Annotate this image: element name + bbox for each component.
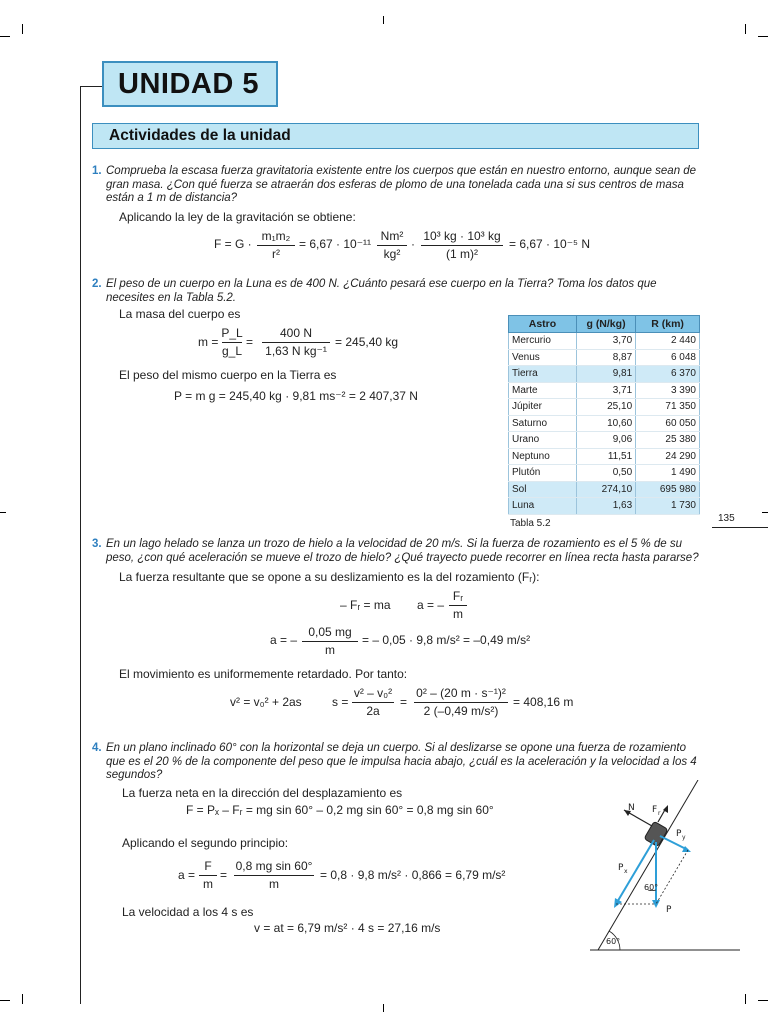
answer-text: La fuerza resultante que se opone a su deslizamiento es la del rozamiento (Fᵣ): — [119, 570, 540, 584]
px-label: P — [618, 863, 624, 873]
py-label: P — [676, 829, 682, 839]
equation-part: = 6,67 · 10⁻⁵ N — [509, 237, 591, 251]
equation-part: a = – — [270, 633, 298, 647]
cell-r: 1 490 — [636, 465, 700, 482]
crop-mark — [383, 16, 384, 24]
table-row — [509, 448, 700, 465]
equation-part: s = — [332, 695, 349, 709]
fraction-numerator: Nm² — [380, 229, 404, 243]
cell-r: 1 730 — [636, 498, 700, 515]
question-text: El peso de un cuerpo en la Luna es de 400 N. ¿Cuánto pesará ese cuerpo en la Tierra? Toma los datos que necesites en la Tabla 5.2. — [106, 278, 657, 304]
cell-astro: Mercurio — [509, 333, 577, 350]
py-label-sub: y — [682, 834, 686, 841]
cell-r: 60 050 — [636, 415, 700, 432]
crop-mark — [22, 994, 23, 1004]
table-row — [509, 481, 700, 498]
table-row — [509, 465, 700, 482]
equation: F = Pₓ – Fᵣ = mg sin 60° – 0,2 mg sin 60° = 0,8 mg sin 60° — [186, 803, 494, 817]
fraction-numerator: m₁m₂ — [261, 229, 291, 243]
cell-astro: Venus — [509, 349, 577, 366]
fraction-line — [262, 342, 330, 343]
equation: P = m g = 245,40 kg · 9,81 ms⁻² = 2 407,37 N — [174, 389, 418, 403]
fraction-line — [199, 875, 217, 876]
component-guide — [656, 850, 688, 904]
cell-g: 8,87 — [576, 349, 635, 366]
base-angle-label: 60° — [606, 937, 621, 946]
equation-part: a = — [178, 868, 196, 882]
crop-mark — [0, 512, 6, 513]
equation-part: · — [411, 237, 415, 251]
cell-g: 11,51 — [576, 448, 635, 465]
inner-angle-label: 60° — [644, 883, 659, 892]
page-number-rule — [712, 527, 768, 528]
fraction-line — [414, 702, 508, 703]
weight-label: P — [666, 905, 672, 915]
table-row — [509, 349, 700, 366]
equation-part: = — [220, 868, 228, 882]
column-header: Astro — [509, 316, 577, 333]
friction-label-sub: r — [658, 810, 661, 817]
fraction-denominator: m — [269, 877, 279, 891]
cell-astro: Urano — [509, 432, 577, 449]
page-number: 135 — [718, 513, 735, 524]
fraction-denominator: (1 m)² — [446, 247, 478, 261]
fraction-denominator: r² — [272, 247, 280, 261]
crop-mark — [22, 24, 23, 34]
crop-mark — [762, 512, 768, 513]
incline-surface — [598, 780, 698, 950]
cell-astro: Luna — [509, 498, 577, 515]
normal-label: N — [628, 803, 635, 813]
fraction-numerator: 0,05 mg — [308, 625, 352, 639]
fraction-denominator: kg² — [383, 247, 401, 261]
table-row — [509, 432, 700, 449]
equation-part: = 245,40 kg — [335, 335, 399, 349]
cell-astro: Plutón — [509, 465, 577, 482]
fraction-denominator: 2a — [366, 704, 380, 718]
fraction-line — [352, 702, 394, 703]
answer-text: La fuerza neta en la dirección del desplazamiento es — [122, 786, 403, 800]
equation-part: a = – — [417, 598, 445, 612]
equation: v = at = 6,79 m/s² · 4 s = 27,16 m/s — [254, 921, 441, 935]
question-text: En un plano inclinado 60° con la horizontal se deja un cuerpo. Si al deslizarse se opone una fuerza de rozamiento que es el 20 % de la componente del peso que le impulsa hacia abajo, ¿cuál es la aceleración y la velocidad a los 4 segundos? — [106, 742, 697, 782]
answer-text: El movimiento es uniformemente retardado. Por tanto: — [119, 667, 408, 681]
column-header: g (N/kg) — [576, 316, 635, 333]
fraction-denominator: g_L — [221, 344, 243, 358]
equation-part: = 6,67 · 10⁻¹¹ — [299, 237, 372, 251]
fraction-numerator: v² – v₀² — [353, 686, 393, 700]
answer-text: La masa del cuerpo es — [119, 307, 241, 321]
cell-r: 695 980 — [636, 481, 700, 498]
table-header-row — [509, 316, 700, 333]
crop-mark — [758, 36, 768, 37]
equation-part: F = G · — [214, 237, 252, 251]
crop-mark — [745, 994, 746, 1004]
cell-r: 25 380 — [636, 432, 700, 449]
fraction-line — [377, 245, 407, 246]
question-text: En un lago helado se lanza un trozo de hielo a la velocidad de 20 m/s. Si la fuerza de rozamiento es el 5 % de su peso, ¿con qué aceleración se mueve el trozo de hielo? ¿Qué trayecto puede recorrer en línea recta hasta pararse? — [106, 538, 699, 564]
fraction-numerator: F — [204, 859, 212, 873]
answer-text: El peso del mismo cuerpo en la Tierra es — [119, 368, 337, 382]
fraction-denominator: 1,63 N kg⁻¹ — [265, 344, 327, 358]
fraction-denominator: m — [453, 607, 463, 621]
cell-g: 25,10 — [576, 399, 635, 416]
fraction-numerator: 0,8 mg sin 60° — [235, 859, 313, 873]
table-row — [509, 415, 700, 432]
equation-part: m = — [198, 335, 219, 349]
fraction-numerator: 10³ kg · 10³ kg — [423, 229, 501, 243]
cell-g: 9,06 — [576, 432, 635, 449]
table-row — [509, 333, 700, 350]
equation-part: – Fᵣ = ma — [340, 598, 391, 612]
cell-astro: Júpiter — [509, 399, 577, 416]
cell-astro: Tierra — [509, 366, 577, 383]
cell-g: 3,70 — [576, 333, 635, 350]
fraction-numerator: 400 N — [279, 326, 313, 340]
cell-r: 71 350 — [636, 399, 700, 416]
equation-part: = 0,8 · 9,8 m/s² · 0,866 = 6,79 m/s² — [320, 868, 506, 882]
fraction-line — [222, 342, 242, 343]
question-text: Comprueba la escasa fuerza gravitatoria existente entre los cuerpos que están en nuestro entorno, aunque sean de gran masa. ¿Con qué fuerza se atraerán dos esferas de plomo de una tonelada cada una si sus centros de masa están a 1 m de distancia? — [106, 165, 697, 205]
question-number: 3. — [92, 538, 102, 550]
cell-r: 24 290 — [636, 448, 700, 465]
equation-part: = — [400, 695, 408, 709]
cell-g: 3,71 — [576, 382, 635, 399]
table-row — [509, 366, 700, 383]
crop-mark — [745, 24, 746, 34]
answer-text: Aplicando la ley de la gravitación se obtiene: — [119, 210, 356, 224]
table-row — [509, 399, 700, 416]
fraction-line — [421, 245, 503, 246]
cell-astro: Marte — [509, 382, 577, 399]
equation-part: = – 0,05 · 9,8 m/s² = –0,49 m/s² — [362, 633, 531, 647]
unit-title: UNIDAD 5 — [102, 61, 278, 107]
equation-part: = 408,16 m — [513, 695, 574, 709]
column-header: R (km) — [636, 316, 700, 333]
cell-astro: Neptuno — [509, 448, 577, 465]
crop-mark — [0, 1000, 10, 1001]
answer-text: La velocidad a los 4 s es — [122, 905, 254, 919]
section-title: Actividades de la unidad — [92, 123, 699, 149]
cell-g: 274,10 — [576, 481, 635, 498]
inclined-plane-diagram — [590, 780, 740, 960]
cell-r: 3 390 — [636, 382, 700, 399]
question-number: 1. — [92, 165, 102, 177]
planet-data-table — [508, 315, 700, 515]
fraction-numerator: P_L — [221, 326, 243, 340]
margin-rule — [80, 86, 81, 1004]
crop-mark — [383, 1004, 384, 1012]
fraction-line — [257, 245, 295, 246]
fraction-denominator: m — [325, 643, 335, 657]
px-label-sub: x — [624, 868, 628, 875]
fraction-denominator: m — [203, 877, 213, 891]
cell-g: 0,50 — [576, 465, 635, 482]
cell-astro: Sol — [509, 481, 577, 498]
fraction-line — [302, 641, 358, 642]
crop-mark — [758, 1000, 768, 1001]
friction-label: F — [652, 805, 658, 815]
fraction-line — [234, 875, 314, 876]
cell-g: 9,81 — [576, 366, 635, 383]
margin-rule-tick — [80, 86, 102, 87]
table-caption: Tabla 5.2 — [510, 518, 551, 529]
fraction-line — [449, 605, 467, 606]
table-row — [509, 498, 700, 515]
question-number: 4. — [92, 742, 102, 754]
table-row — [509, 382, 700, 399]
cell-r: 6 048 — [636, 349, 700, 366]
fraction-numerator: Fᵣ — [452, 589, 464, 603]
equation-part: v² = v₀² + 2as — [230, 695, 302, 709]
cell-g: 10,60 — [576, 415, 635, 432]
question-number: 2. — [92, 278, 102, 290]
fraction-numerator: 0² – (20 m · s⁻¹)² — [416, 686, 506, 700]
crop-mark — [0, 36, 10, 37]
cell-astro: Saturno — [509, 415, 577, 432]
equation-part: = — [246, 335, 254, 349]
cell-g: 1,63 — [576, 498, 635, 515]
cell-r: 2 440 — [636, 333, 700, 350]
answer-text: Aplicando el segundo principio: — [122, 836, 289, 850]
fraction-denominator: 2 (–0,49 m/s²) — [423, 704, 499, 718]
cell-r: 6 370 — [636, 366, 700, 383]
